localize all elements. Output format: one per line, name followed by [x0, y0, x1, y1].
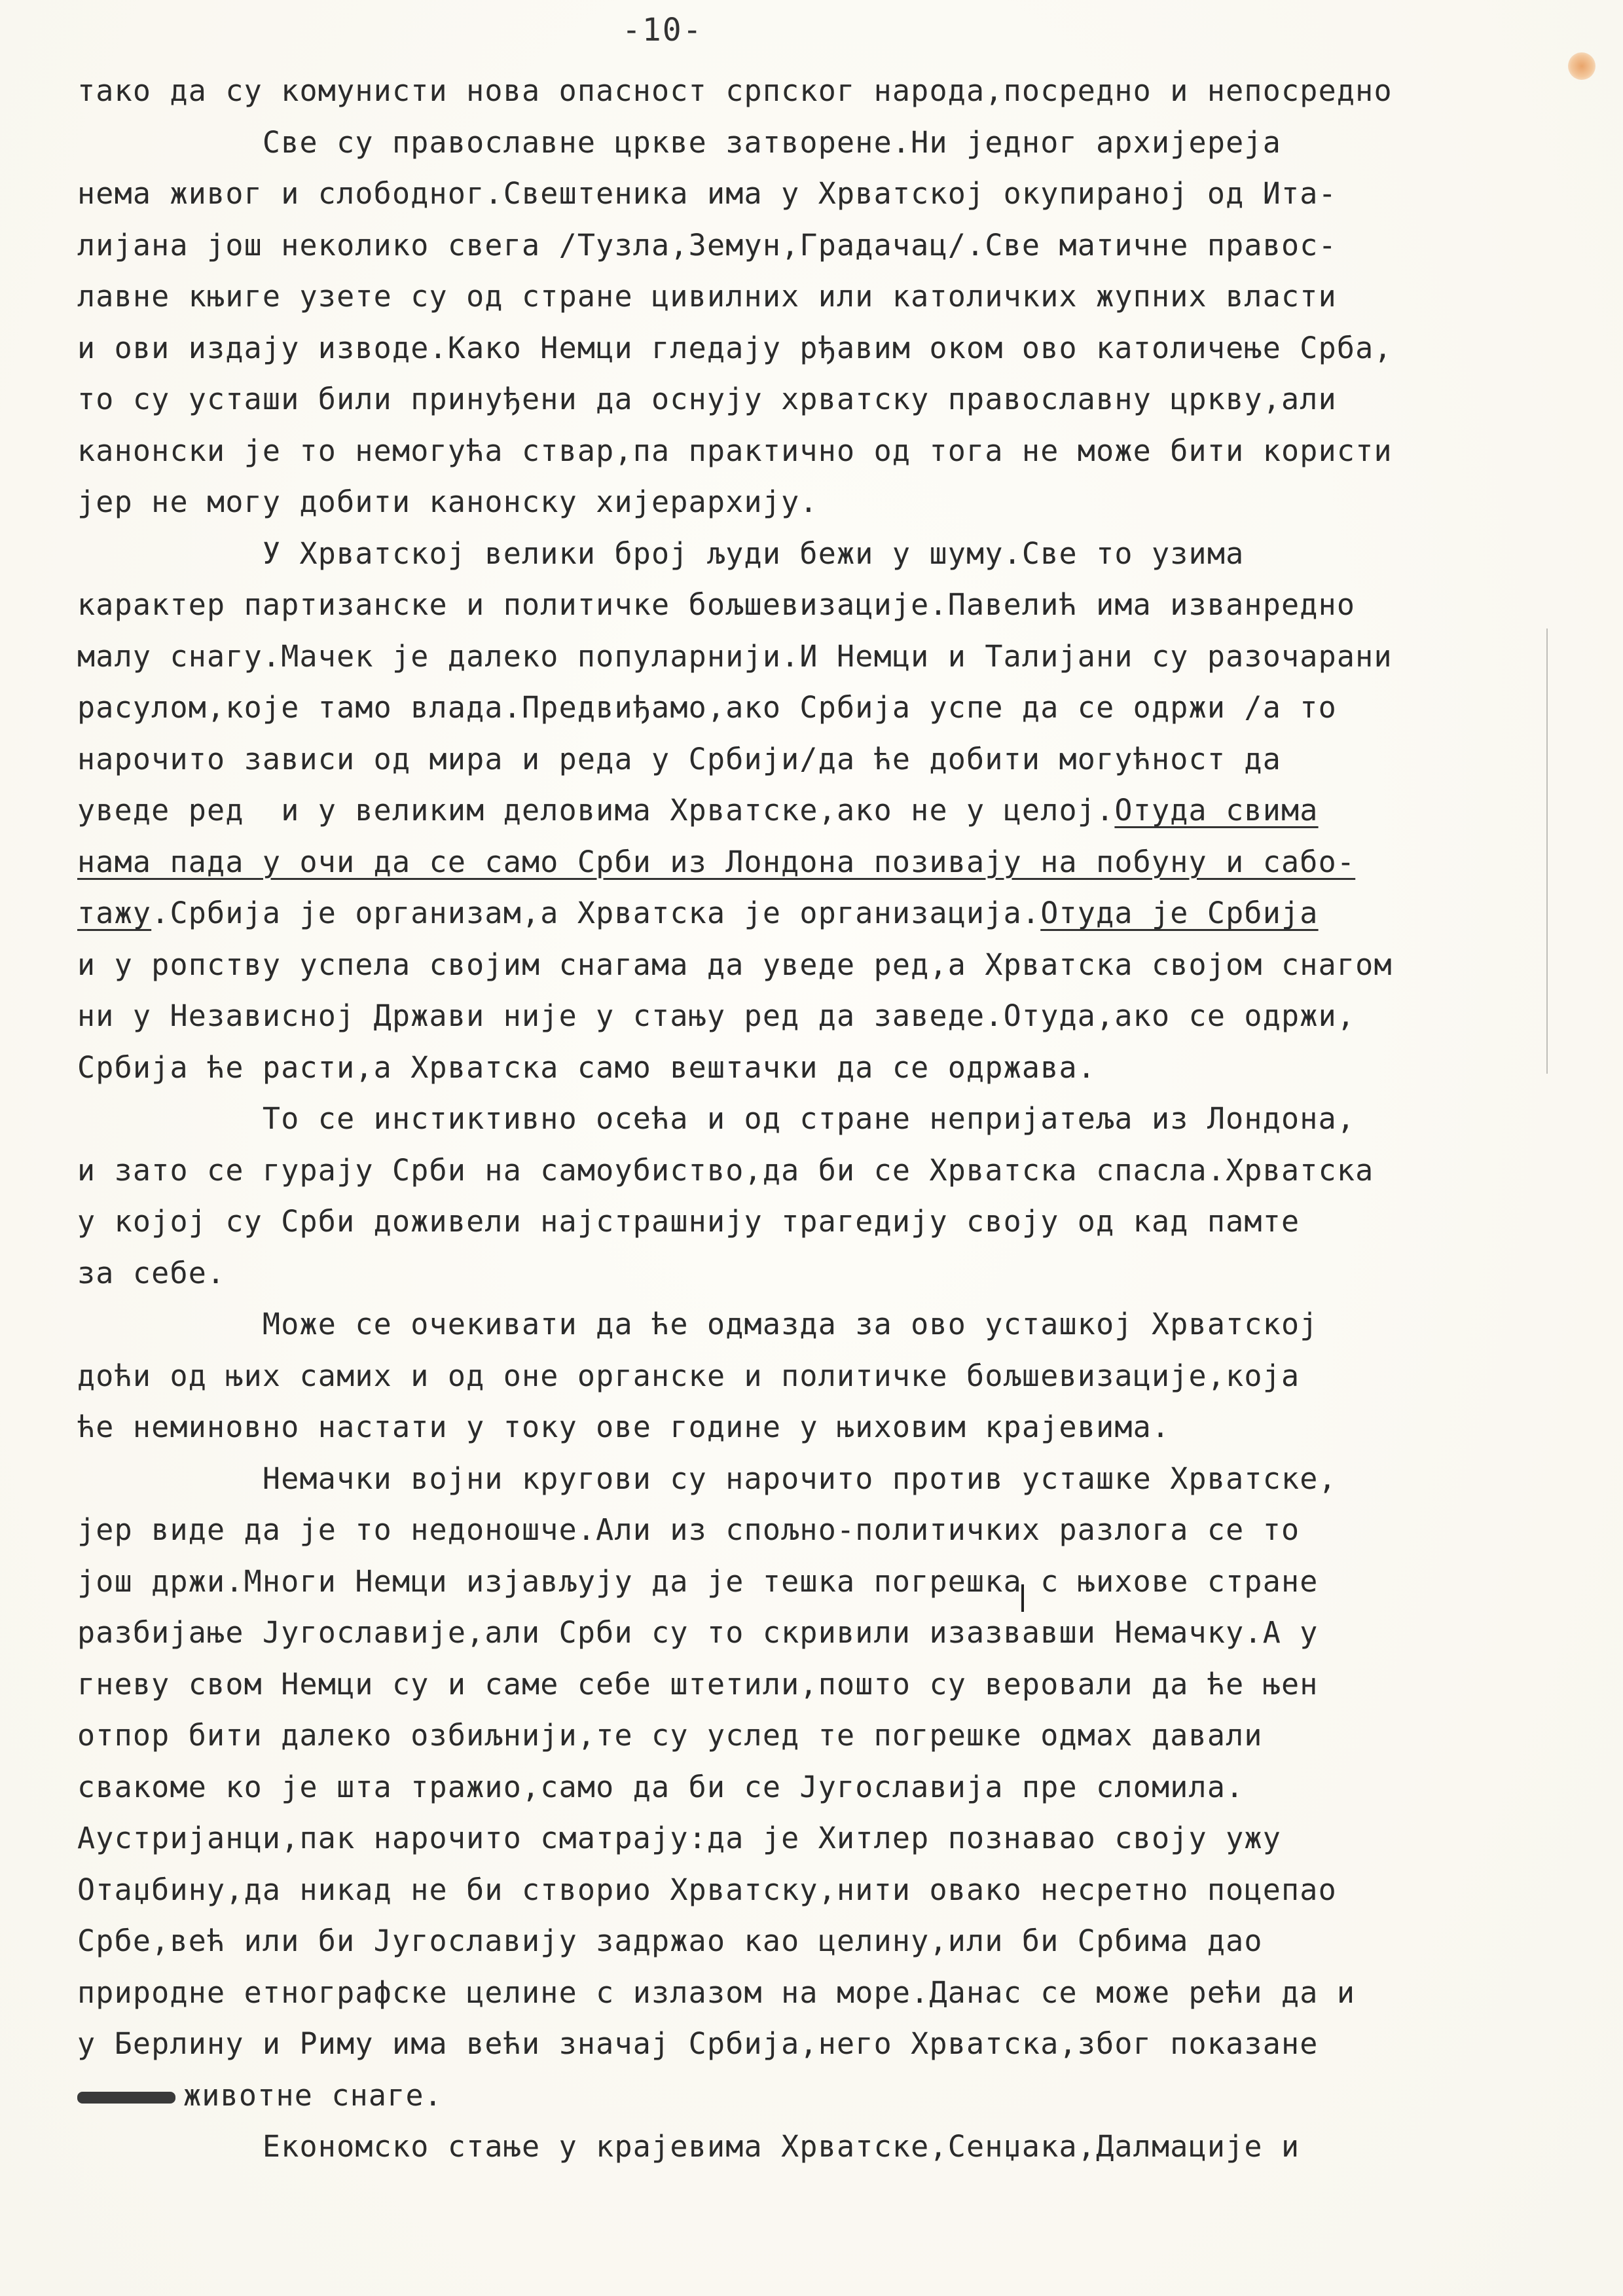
text-line: животне снаге. [77, 2070, 1570, 2122]
text-line: Немачки војни кругови су нарочито против усташке Хрватске, [77, 1461, 1337, 1496]
text-line: доћи од њих самих и од оне органске и политичке бољшевизације,која [77, 1358, 1300, 1393]
text-line: уведе ред и у великим деловима Хрватске,ако не у целој.Отуда свима [77, 793, 1319, 828]
underlined-text: нама пада у очи да се само Срби из Лондона позивају на побуну и сабо- [77, 844, 1356, 879]
text-line: Аустријанци,пак нарочито сматрају:да је Хитлер познавао своју ужу [77, 1821, 1281, 1855]
text-line: природне етнографске целине с излазом на море.Данас се може рећи да и [77, 1975, 1356, 2010]
text-line: лијана још неколико свега /Тузла,Земун,Градачац/.Све матичне правос- [77, 227, 1337, 263]
text-line: отпор бити далеко озбиљнији,те су услед те погрешке одмах давали [77, 1718, 1263, 1753]
text-line [77, 837, 1570, 888]
text-line: то су усташи били принуђени да оснују хрватску православну цркву,али [77, 382, 1337, 416]
text-line: Србија ће расти,а Хрватска само вештачки да се одржава. [77, 1049, 1097, 1085]
page-number: -10- [622, 12, 703, 48]
text-line: Све су православне цркве затворене.Ни једног архијереја [77, 124, 1281, 160]
text-line: Економско стање у крајевима Хрватске,Сенџака,Далмације и [77, 2129, 1300, 2164]
ink-blot [77, 2092, 175, 2104]
underlined-text: Отуда свима [1114, 793, 1319, 828]
text-line: и ови издају изводе.Како Немци гледају рђавим оком ово католичење Срба, [77, 330, 1393, 365]
text-line: у Берлину и Риму има већи значај Србија,него Хрватска,због показане [77, 2026, 1319, 2061]
page-stain [1568, 52, 1596, 80]
text-line: нарочито зависи од мира и реда у Србији/да ће добити могућност да [77, 741, 1281, 776]
text-line: расулом,које тамо влада.Предвиђамо,ако Србија успе да се одржи /а то [77, 690, 1337, 725]
text-line: за себе. [77, 1255, 226, 1290]
text-line: лавне књиге узете су од стране цивилних или католичких жупних власти [77, 279, 1337, 314]
text-line: Може се очекивати да ће одмазда за ово усташкој Хрватској [77, 1307, 1319, 1341]
text-line: гневу свом Немци су и саме себе штетили,пошто су веровали да ће њен [77, 1666, 1319, 1702]
text-line: То се инстиктивно осећа и од стране непријатеља из Лондона, [77, 1101, 1356, 1136]
underlined-text: Отуда је Србија [1040, 896, 1319, 930]
text-line: разбијање Југославије,али Срби су то скривили изазвавши Немачку.А у [77, 1615, 1319, 1650]
text-line: малу снагу.Мачек је далеко популарнији.И Немци и Талијани су разочарани [77, 638, 1393, 674]
text-line: још држи.Многи Немци изјављују да је тешка погрешка с њихове стране [77, 1563, 1319, 1599]
text-line: У Хрватској велики број људи бежи у шуму.Све то узима [77, 536, 1245, 571]
text-line: ће неминовно настати у току ове године у њиховим крајевима. [77, 1410, 1171, 1444]
text-line: канонски је то немогућа ствар,па практично од тога не може бити користи [77, 433, 1393, 468]
text-line: и у ропству успела својим снагама да уведе ред,а Хрватска својом снагом [77, 947, 1393, 982]
underlined-text: тажу [77, 896, 152, 930]
text-line: у којој су Срби доживели најстрашнију трагедију своју од кад памте [77, 1204, 1300, 1239]
text-line: Отаџбину,да никад не би створио Хрватску,нити овако несретно поцепао [77, 1872, 1337, 1907]
text-line: свакоме ко је шта тражио,само да би се Југославија пре сломила. [77, 1769, 1245, 1804]
text-line: карактер партизанске и политичке бољшевизације.Павелић има изванредно [77, 587, 1356, 622]
text-line: јер виде да је то недоношче.Али из спољно-политичких разлога се то [77, 1512, 1300, 1547]
text-line: Србе,већ или би Југославију задржао као целину,или би Србима дао [77, 1923, 1263, 1958]
text-line: и зато се гурају Срби на самоубиство,да би се Хрватска спасла.Хрватска [77, 1152, 1374, 1188]
text-line: ни у Независној Држави није у стању ред да заведе.Отуда,ако се одржи, [77, 998, 1356, 1033]
body-text [77, 65, 1570, 2173]
text-line: тажу.Србија је организам,а Хрватска је организација.Отуда је Србија [77, 896, 1319, 930]
text-line: нема живог и слободног.Свештеника има у Хрватској окупираној од Ита- [77, 176, 1337, 211]
text-line: јер не могу добити канонску хијерархију. [77, 484, 818, 519]
text-line: тако да су комунисти нова опасност српског народа,посредно и непосредно [77, 73, 1393, 108]
